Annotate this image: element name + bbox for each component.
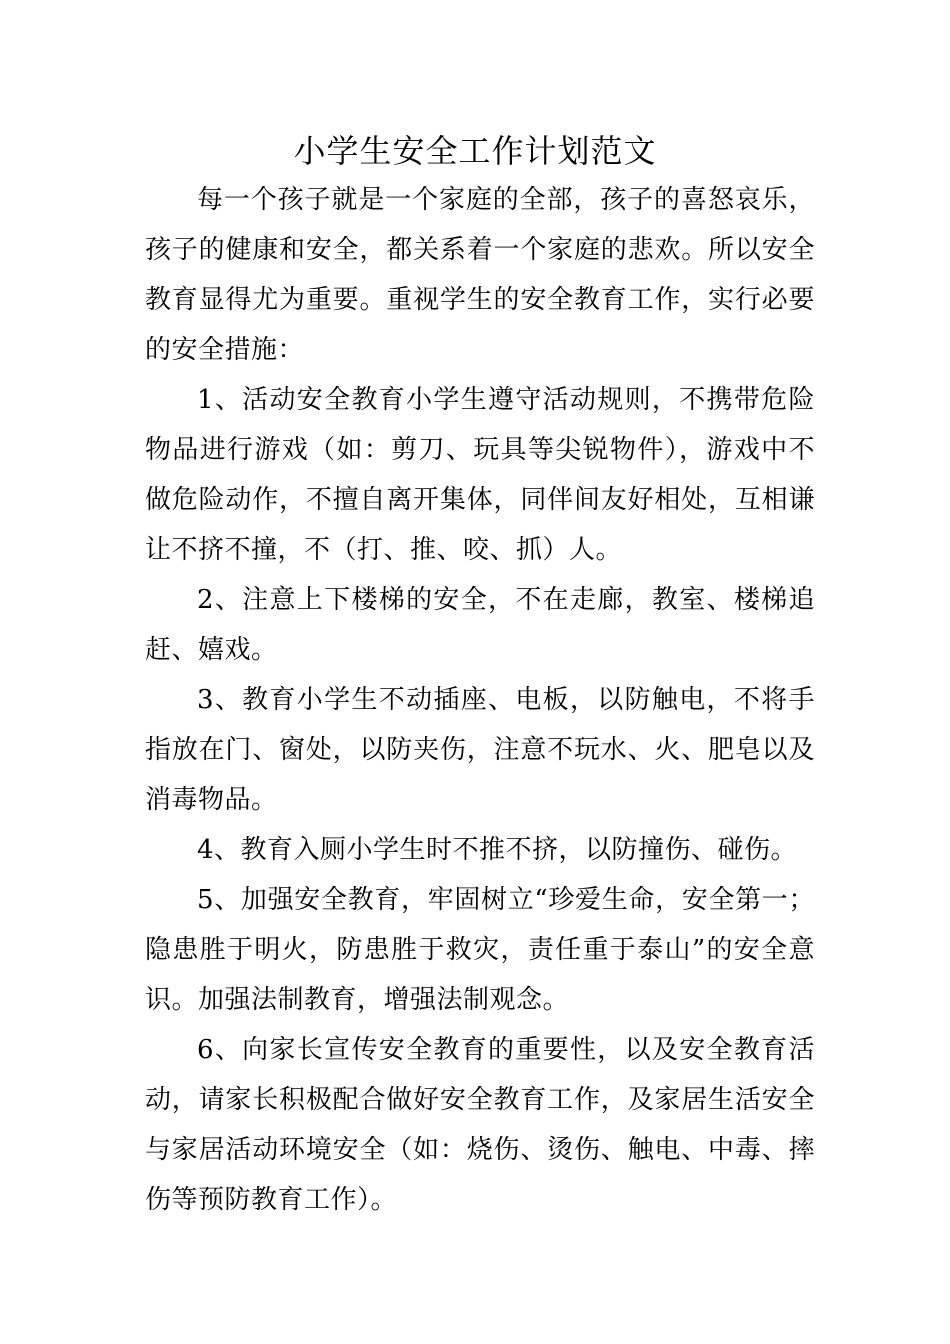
paragraph-intro: 每一个孩子就是一个家庭的全部，孩子的喜怒哀乐，孩子的健康和安全，都关系着一个家庭的悲欢。所以安全教育显得尤为重要。重视学生的安全教育工作，实行必要的安全措施：: [145, 185, 815, 365]
document-title: 小学生安全工作计划范文: [293, 132, 657, 170]
paragraph-item-4: 4、教育入厕小学生时不推不挤，以防撞伤、碰伤。: [197, 835, 798, 865]
paragraph-item-6: 6、向家长宣传安全教育的重要性，以及安全教育活动，请家长积极配合做好安全教育工作，及家居生活安全与家居活动环境安全（如：烧伤、烫伤、触电、中毒、摔伤等预防教育工作）。: [145, 1035, 815, 1215]
paragraph-item-5: 5、加强安全教育，牢固树立“珍爱生命，安全第一；隐患胜于明火，防患胜于救灾，责任重于泰山”的安全意识。加强法制教育，增强法制观念。: [145, 885, 815, 1015]
document-body: [145, 175, 815, 1225]
paragraph-item-2: 2、注意上下楼梯的安全，不在走廊，教室、楼梯追赶、嬉戏。: [145, 585, 815, 665]
paragraph-item-1: 1、活动安全教育小学生遵守活动规则，不携带危险物品进行游戏（如：剪刀、玩具等尖锐物件），游戏中不做危险动作，不擅自离开集体，同伴间友好相处，互相谦让不挤不撞，不（打、推、咬、抓）人。: [145, 385, 815, 565]
paragraph-item-3: 3、教育小学生不动插座、电板，以防触电，不将手指放在门、窗处，以防夹伤，注意不玩水、火、肥皂以及消毒物品。: [145, 685, 815, 815]
